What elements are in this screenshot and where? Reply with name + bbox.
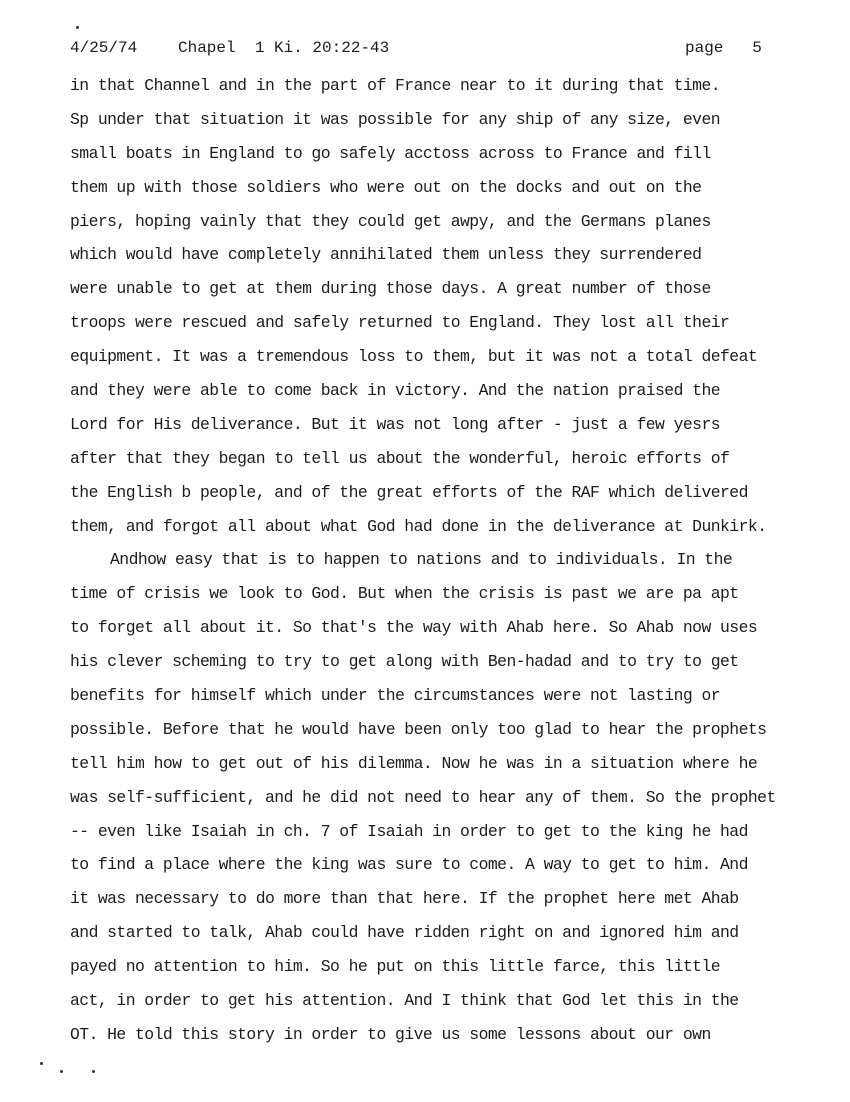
text-line: small boats in England to go safely acctoss across to France and fill (70, 143, 711, 163)
text-line: -- even like Isaiah in ch. 7 of Isaiah in order to get to the king he had (70, 821, 748, 841)
paper-speck (40, 1062, 43, 1065)
text-line: benefits for himself which under the circumstances were not lasting or (70, 686, 721, 706)
text-line: Andhow easy that is to happen to nations and to individuals. In the (110, 550, 733, 570)
text-line: equipment. It was a tremendous loss to them, but it was not a total defeat (70, 347, 758, 367)
text-line: to find a place where the king was sure to come. A way to get to him. And (70, 855, 748, 875)
text-line: his clever scheming to try to get along with Ben-hadad and to try to get (70, 652, 739, 672)
text-line: were unable to get at them during those days. A great number of those (70, 279, 711, 299)
text-line: piers, hoping vainly that they could get awpy, and the Germans planes (70, 211, 711, 231)
text-line: in that Channel and in the part of France near to it during that time. (70, 76, 721, 95)
text-line: and they were able to come back in victory. And the nation praised the (70, 381, 721, 401)
text-line: Sp under that situation it was possible for any ship of any size, even (70, 109, 721, 129)
body-text (70, 74, 845, 1057)
text-line: Lord for His deliverance. But it was not long after - just a few yesrs (70, 414, 721, 434)
text-line: and started to talk, Ahab could have ridden right on and ignored him and (70, 923, 739, 943)
header-page-number: page 5 (685, 39, 762, 57)
text-line: tell him how to get out of his dilemma. Now he was in a situation where he (70, 753, 758, 773)
text-line: it was necessary to do more than that here. If the prophet here met Ahab (70, 889, 739, 909)
text-line: the English b people, and of the great efforts of the RAF which delivered (70, 482, 748, 502)
text-line: which would have completely annihilated them unless they surrendered (70, 245, 702, 265)
text-line: them up with those soldiers who were out on the docks and out on the (70, 177, 702, 197)
text-line: act, in order to get his attention. And I think that God let this in the (70, 991, 739, 1011)
text-line: to forget all about it. So that's the way with Ahab here. So Ahab now uses (70, 618, 758, 638)
text-line: possible. Before that he would have been only too glad to hear the prophets (70, 719, 767, 739)
paper-speck (76, 26, 79, 29)
header-date: 4/25/74 (70, 39, 138, 57)
text-line: them, and forgot all about what God had done in the deliverance at Dunkirk. (70, 516, 767, 536)
header-title: Chapel 1 Ki. 20:22-43 (178, 39, 390, 57)
text-line: was self-sufficient, and he did not need to hear any of them. So the prophet (70, 787, 776, 807)
paper-speck (60, 1070, 63, 1073)
text-line: time of crisis we look to God. But when the crisis is past we are pa apt (70, 584, 739, 604)
text-line: troops were rescued and safely returned to England. They lost all their (70, 313, 730, 333)
text-line: payed no attention to him. So he put on this little farce, this little (70, 957, 721, 977)
text-line: after that they began to tell us about the wonderful, heroic efforts of (70, 448, 730, 468)
paper-speck (92, 1070, 95, 1073)
text-line: OT. He told this story in order to give us some lessons about our own (70, 1024, 711, 1044)
page-header (70, 38, 770, 58)
